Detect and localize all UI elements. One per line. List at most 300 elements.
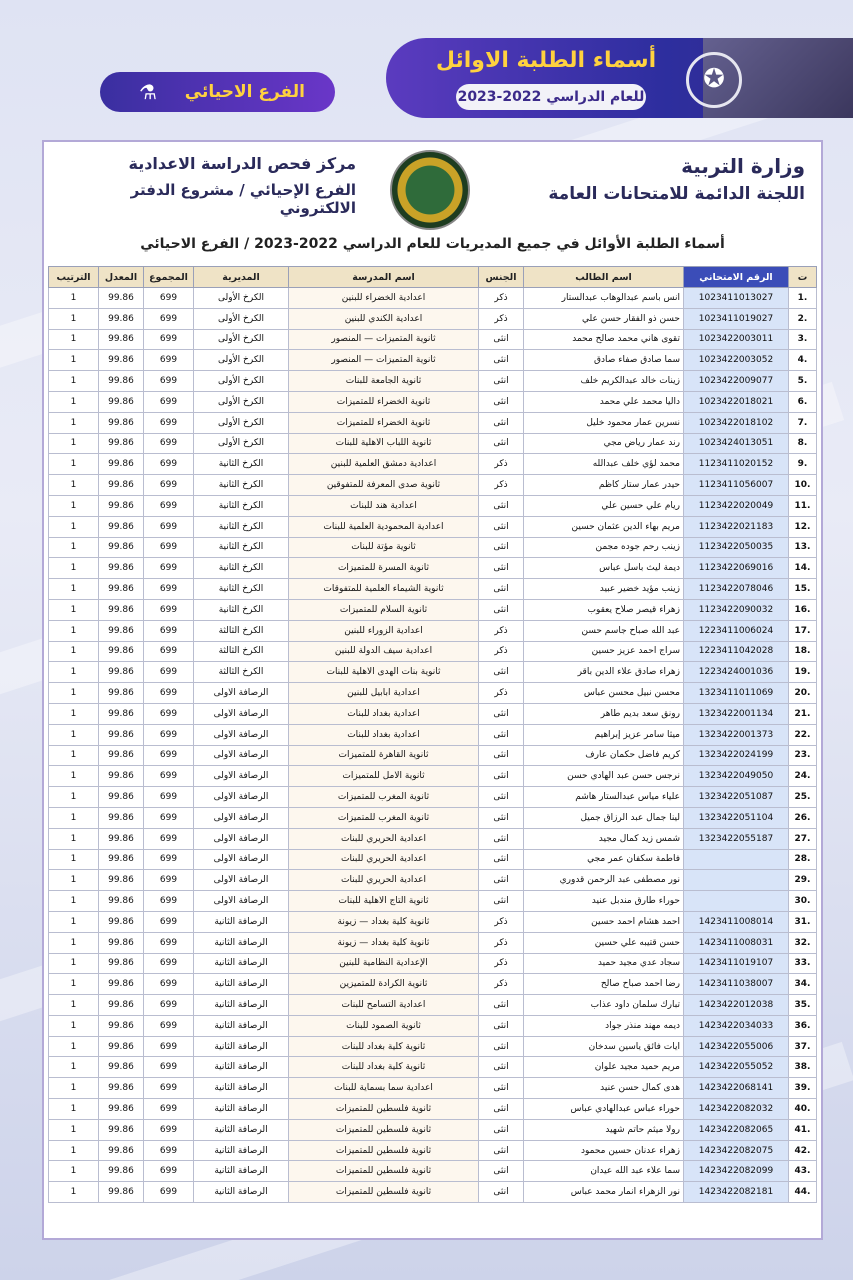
average-cell: 99.86 — [99, 703, 144, 724]
row-number-cell: .3 — [789, 329, 817, 350]
exam-number-cell: 1423422082065 — [684, 1119, 789, 1140]
table-row — [49, 371, 817, 392]
rank-cell: 1 — [49, 579, 99, 600]
gender-cell: انثى — [479, 412, 524, 433]
directorate-cell: الكرخ الثانية — [194, 454, 289, 475]
rank-cell: 1 — [49, 703, 99, 724]
directorate-cell: الرصافة الثانية — [194, 953, 289, 974]
row-number-cell: .41 — [789, 1119, 817, 1140]
school-name-cell: ثانوية مؤتة للبنات — [289, 537, 479, 558]
student-name-cell: ديمه مهند منذر جواد — [524, 1015, 684, 1036]
student-name-cell: انس باسم عبدالوهاب عبدالستار — [524, 288, 684, 309]
student-name-cell: تقوى هاني محمد صالح محمد — [524, 329, 684, 350]
row-number-cell: .23 — [789, 745, 817, 766]
rank-cell: 1 — [49, 787, 99, 808]
total-cell: 699 — [144, 1036, 194, 1057]
table-row — [49, 412, 817, 433]
rank-cell: 1 — [49, 329, 99, 350]
table-row — [49, 454, 817, 475]
rank-cell: 1 — [49, 724, 99, 745]
student-name-cell: زهراء عدنان حسين محمود — [524, 1140, 684, 1161]
school-name-cell: ثانوية الامل للمتميزات — [289, 766, 479, 787]
row-number-cell: .42 — [789, 1140, 817, 1161]
student-name-cell: نرجس حسن عبد الهادي حسن — [524, 766, 684, 787]
table-row — [49, 558, 817, 579]
directorate-cell: الكرخ الثانية — [194, 599, 289, 620]
row-number-cell: .10 — [789, 475, 817, 496]
student-name-cell: هدى كمال حسن عنيد — [524, 1078, 684, 1099]
exam-number-cell: 1123422090032 — [684, 599, 789, 620]
row-number-cell: .31 — [789, 911, 817, 932]
gender-cell: انثى — [479, 662, 524, 683]
exam-number-cell: 1123422020049 — [684, 495, 789, 516]
rank-cell: 1 — [49, 308, 99, 329]
student-name-cell: حوراء طارق مندبل عنيد — [524, 891, 684, 912]
student-name-cell: نسرين عمار محمود خليل — [524, 412, 684, 433]
average-cell: 99.86 — [99, 288, 144, 309]
rank-cell: 1 — [49, 766, 99, 787]
total-cell: 699 — [144, 599, 194, 620]
total-cell: 699 — [144, 620, 194, 641]
average-cell: 99.86 — [99, 391, 144, 412]
average-cell: 99.86 — [99, 1140, 144, 1161]
average-cell: 99.86 — [99, 807, 144, 828]
rank-cell: 1 — [49, 433, 99, 454]
rank-cell: 1 — [49, 350, 99, 371]
student-name-cell: حيدر عمار ستار كاظم — [524, 475, 684, 496]
gender-cell: انثى — [479, 350, 524, 371]
total-cell: 699 — [144, 516, 194, 537]
table-row — [49, 995, 817, 1016]
average-cell: 99.86 — [99, 953, 144, 974]
average-cell: 99.86 — [99, 891, 144, 912]
row-number-cell: .30 — [789, 891, 817, 912]
school-name-cell: ثانوية القاهرة للمتميزات — [289, 745, 479, 766]
student-name-cell: سما علاء عبد الله عيدان — [524, 1161, 684, 1182]
ministry-logo — [390, 150, 470, 230]
table-row — [49, 516, 817, 537]
school-name-cell: اعدادية الحريري للبنات — [289, 828, 479, 849]
total-cell: 699 — [144, 911, 194, 932]
table-row — [49, 329, 817, 350]
average-cell: 99.86 — [99, 849, 144, 870]
directorate-cell: الرصافة الاولى — [194, 787, 289, 808]
rank-cell: 1 — [49, 495, 99, 516]
column-header: المديرية — [194, 267, 289, 288]
school-name-cell: اعدادية بغداد للبنات — [289, 724, 479, 745]
table-row — [49, 870, 817, 891]
row-number-cell: .28 — [789, 849, 817, 870]
directorate-cell: الرصافة الاولى — [194, 849, 289, 870]
directorate-cell: الكرخ الأولى — [194, 350, 289, 371]
table-row — [49, 828, 817, 849]
row-number-cell: .32 — [789, 932, 817, 953]
row-number-cell: .12 — [789, 516, 817, 537]
row-number-cell: .34 — [789, 974, 817, 995]
total-cell: 699 — [144, 371, 194, 392]
school-name-cell: الإعدادية النظامية للبنين — [289, 953, 479, 974]
medal-icon: ✪ — [686, 52, 742, 108]
student-name-cell: سجاد عدي مجيد حميد — [524, 953, 684, 974]
row-number-cell: .40 — [789, 1099, 817, 1120]
rank-cell: 1 — [49, 995, 99, 1016]
exam-number-cell: 1023422003011 — [684, 329, 789, 350]
student-name-cell: علياء مياس عبدالستار هاشم — [524, 787, 684, 808]
average-cell: 99.86 — [99, 537, 144, 558]
student-name-cell: رضا احمد صباح صالح — [524, 974, 684, 995]
student-name-cell: شمس زيد كمال مجيد — [524, 828, 684, 849]
gender-cell: ذكر — [479, 953, 524, 974]
total-cell: 699 — [144, 724, 194, 745]
student-name-cell: مريم بهاء الدين عثمان حسين — [524, 516, 684, 537]
exam-number-cell: 1023424013051 — [684, 433, 789, 454]
school-name-cell: ثانوية المغرب للمتميزات — [289, 807, 479, 828]
exam-number-cell: 1423422055052 — [684, 1057, 789, 1078]
exam-number-cell: 1123422078046 — [684, 579, 789, 600]
center-header — [56, 154, 356, 217]
table-row — [49, 641, 817, 662]
school-name-cell: اعدادية ابابيل للبنين — [289, 683, 479, 704]
table-row — [49, 620, 817, 641]
average-cell: 99.86 — [99, 683, 144, 704]
rank-cell: 1 — [49, 932, 99, 953]
gender-cell: انثى — [479, 724, 524, 745]
row-number-cell: .18 — [789, 641, 817, 662]
directorate-cell: الكرخ الثانية — [194, 537, 289, 558]
directorate-cell: الكرخ الأولى — [194, 391, 289, 412]
rank-cell: 1 — [49, 849, 99, 870]
gender-cell: انثى — [479, 1182, 524, 1203]
row-number-cell: .43 — [789, 1161, 817, 1182]
table-row — [49, 288, 817, 309]
directorate-cell: الكرخ الأولى — [194, 329, 289, 350]
directorate-cell: الكرخ الثالثة — [194, 620, 289, 641]
directorate-cell: الرصافة الثانية — [194, 1161, 289, 1182]
average-cell: 99.86 — [99, 558, 144, 579]
average-cell: 99.86 — [99, 1182, 144, 1203]
committee-name: اللجنة الدائمة للامتحانات العامة — [548, 184, 805, 204]
row-number-cell: .38 — [789, 1057, 817, 1078]
total-cell: 699 — [144, 308, 194, 329]
directorate-cell: الرصافة الاولى — [194, 807, 289, 828]
average-cell: 99.86 — [99, 579, 144, 600]
row-number-cell: .36 — [789, 1015, 817, 1036]
school-name-cell: اعدادية دمشق العلمية للبنين — [289, 454, 479, 475]
exam-number-cell: 1123422021183 — [684, 516, 789, 537]
student-name-cell: رند عمار رياض مجي — [524, 433, 684, 454]
directorate-cell: الرصافة الاولى — [194, 870, 289, 891]
school-name-cell: ثانوية كلية بغداد للبنات — [289, 1036, 479, 1057]
student-name-cell: حسن قتيبه علي حسين — [524, 932, 684, 953]
ministry-header — [548, 154, 805, 204]
rank-cell: 1 — [49, 1078, 99, 1099]
exam-number-cell: 1423422068141 — [684, 1078, 789, 1099]
ministry-name: وزارة التربية — [681, 154, 805, 178]
school-name-cell: ثانوية فلسطين للمتميزات — [289, 1161, 479, 1182]
school-name-cell: ثانوية فلسطين للمتميزات — [289, 1182, 479, 1203]
exam-number-cell: 1123411020152 — [684, 454, 789, 475]
average-cell: 99.86 — [99, 371, 144, 392]
average-cell: 99.86 — [99, 641, 144, 662]
row-number-cell: .24 — [789, 766, 817, 787]
directorate-cell: الرصافة الثانية — [194, 932, 289, 953]
school-name-cell: اعدادية هند للبنات — [289, 495, 479, 516]
exam-number-cell: 1323422051104 — [684, 807, 789, 828]
gender-cell: انثى — [479, 329, 524, 350]
directorate-cell: الرصافة الثانية — [194, 995, 289, 1016]
directorate-cell: الرصافة الثانية — [194, 1078, 289, 1099]
column-header: الترتيب — [49, 267, 99, 288]
student-name-cell: لينا جمال عبد الرزاق جميل — [524, 807, 684, 828]
student-name-cell: زهراء قيصر صلاح يعقوب — [524, 599, 684, 620]
table-row — [49, 807, 817, 828]
exam-number-cell: 1323422055187 — [684, 828, 789, 849]
directorate-cell: الرصافة الثانية — [194, 1140, 289, 1161]
gender-cell: انثى — [479, 849, 524, 870]
student-name-cell: نور الزهراء انمار محمد عباس — [524, 1182, 684, 1203]
average-cell: 99.86 — [99, 495, 144, 516]
total-cell: 699 — [144, 350, 194, 371]
exam-number-cell: 1423411008014 — [684, 911, 789, 932]
table-row — [49, 475, 817, 496]
school-name-cell: ثانوية كلية بغداد — زيونة — [289, 911, 479, 932]
rank-cell: 1 — [49, 371, 99, 392]
row-number-cell: .44 — [789, 1182, 817, 1203]
average-cell: 99.86 — [99, 787, 144, 808]
total-cell: 699 — [144, 1182, 194, 1203]
exam-number-cell: 1423422082032 — [684, 1099, 789, 1120]
total-cell: 699 — [144, 475, 194, 496]
row-number-cell: .6 — [789, 391, 817, 412]
school-name-cell: ثانوية المسرة للمتميزات — [289, 558, 479, 579]
directorate-cell: الرصافة الثانية — [194, 1015, 289, 1036]
directorate-cell: الكرخ الثالثة — [194, 662, 289, 683]
gender-cell: ذكر — [479, 288, 524, 309]
total-cell: 699 — [144, 579, 194, 600]
table-row — [49, 849, 817, 870]
gender-cell: ذكر — [479, 974, 524, 995]
school-name-cell: ثانوية صدى المعرفة للمتفوقين — [289, 475, 479, 496]
gender-cell: انثى — [479, 1057, 524, 1078]
table-row — [49, 1099, 817, 1120]
rank-cell: 1 — [49, 974, 99, 995]
total-cell: 699 — [144, 995, 194, 1016]
directorate-cell: الكرخ الأولى — [194, 308, 289, 329]
average-cell: 99.86 — [99, 932, 144, 953]
table-row — [49, 1182, 817, 1203]
rank-cell: 1 — [49, 662, 99, 683]
row-number-cell: .35 — [789, 995, 817, 1016]
student-name-cell: زينب مؤيد خضير عبيد — [524, 579, 684, 600]
column-header: المعدل — [99, 267, 144, 288]
rank-cell: 1 — [49, 891, 99, 912]
row-number-cell: .16 — [789, 599, 817, 620]
gender-cell: ذكر — [479, 641, 524, 662]
row-number-cell: .37 — [789, 1036, 817, 1057]
rank-cell: 1 — [49, 1057, 99, 1078]
student-name-cell: ايات فائق ياسين سدخان — [524, 1036, 684, 1057]
student-name-cell: سراج احمد عزيز حسين — [524, 641, 684, 662]
student-name-cell: تبارك سلمان داود عذاب — [524, 995, 684, 1016]
gender-cell: انثى — [479, 1119, 524, 1140]
school-name-cell: ثانوية فلسطين للمتميزات — [289, 1119, 479, 1140]
average-cell: 99.86 — [99, 454, 144, 475]
exam-number-cell: 1023422018102 — [684, 412, 789, 433]
table-row — [49, 350, 817, 371]
gender-cell: انثى — [479, 807, 524, 828]
table-row — [49, 745, 817, 766]
rank-cell: 1 — [49, 537, 99, 558]
gender-cell: انثى — [479, 745, 524, 766]
gender-cell: انثى — [479, 1161, 524, 1182]
total-cell: 699 — [144, 412, 194, 433]
average-cell: 99.86 — [99, 329, 144, 350]
average-cell: 99.86 — [99, 1015, 144, 1036]
rank-cell: 1 — [49, 953, 99, 974]
table-row — [49, 391, 817, 412]
average-cell: 99.86 — [99, 475, 144, 496]
student-name-cell: رونق سعد بديم طاهر — [524, 703, 684, 724]
school-name-cell: اعدادية الزوراء للبنين — [289, 620, 479, 641]
gender-cell: انثى — [479, 870, 524, 891]
exam-number-cell: 1423422034033 — [684, 1015, 789, 1036]
student-name-cell: احمد هشام احمد حسين — [524, 911, 684, 932]
directorate-cell: الكرخ الثانية — [194, 475, 289, 496]
average-cell: 99.86 — [99, 1036, 144, 1057]
directorate-cell: الرصافة الثانية — [194, 1099, 289, 1120]
exam-number-cell: 1323422001373 — [684, 724, 789, 745]
results-sheet — [42, 140, 823, 1240]
rank-cell: 1 — [49, 516, 99, 537]
gender-cell: انثى — [479, 495, 524, 516]
rank-cell: 1 — [49, 475, 99, 496]
exam-number-cell: 1323422001134 — [684, 703, 789, 724]
gender-cell: ذكر — [479, 475, 524, 496]
total-cell: 699 — [144, 849, 194, 870]
gender-cell: انثى — [479, 1078, 524, 1099]
total-cell: 699 — [144, 1015, 194, 1036]
branch-label: الفرع الاحيائي — [184, 82, 305, 102]
average-cell: 99.86 — [99, 599, 144, 620]
gender-cell: انثى — [479, 1015, 524, 1036]
student-name-cell: زهراء صادق علاء الدين باقر — [524, 662, 684, 683]
gender-cell: انثى — [479, 828, 524, 849]
total-cell: 699 — [144, 1078, 194, 1099]
school-name-cell: ثانوية الخضراء للمتميزات — [289, 412, 479, 433]
row-number-cell: .33 — [789, 953, 817, 974]
rank-cell: 1 — [49, 288, 99, 309]
row-number-cell: .22 — [789, 724, 817, 745]
school-name-cell: ثانوية المتميزات — المنصور — [289, 329, 479, 350]
student-name-cell: زينب رحم جوده مجمن — [524, 537, 684, 558]
gender-cell: ذكر — [479, 620, 524, 641]
gender-cell: انثى — [479, 599, 524, 620]
total-cell: 699 — [144, 1099, 194, 1120]
row-number-cell: .29 — [789, 870, 817, 891]
gender-cell: انثى — [479, 766, 524, 787]
school-name-cell: اعدادية الخضراء للبنين — [289, 288, 479, 309]
directorate-cell: الكرخ الثالثة — [194, 641, 289, 662]
table-row — [49, 1161, 817, 1182]
center-name: مركز فحص الدراسة الاعدادية — [128, 154, 356, 173]
total-cell: 699 — [144, 1119, 194, 1140]
gender-cell: ذكر — [479, 911, 524, 932]
row-number-cell: .7 — [789, 412, 817, 433]
school-name-cell: ثانوية الجامعة للبنات — [289, 371, 479, 392]
rank-cell: 1 — [49, 391, 99, 412]
gender-cell: انثى — [479, 1099, 524, 1120]
exam-number-cell — [684, 891, 789, 912]
total-cell: 699 — [144, 641, 194, 662]
row-number-cell: .13 — [789, 537, 817, 558]
average-cell: 99.86 — [99, 974, 144, 995]
exam-number-cell: 1023411013027 — [684, 288, 789, 309]
row-number-cell: .1 — [789, 288, 817, 309]
row-number-cell: .27 — [789, 828, 817, 849]
table-row — [49, 1036, 817, 1057]
student-name-cell: سما صادق صفاء صادق — [524, 350, 684, 371]
directorate-cell: الرصافة الاولى — [194, 891, 289, 912]
exam-number-cell: 1023422018021 — [684, 391, 789, 412]
row-number-cell: .19 — [789, 662, 817, 683]
exam-number-cell: 1323422049050 — [684, 766, 789, 787]
directorate-cell: الكرخ الثانية — [194, 495, 289, 516]
exam-number-cell: 1323411011069 — [684, 683, 789, 704]
exam-number-cell: 1123422050035 — [684, 537, 789, 558]
gender-cell: انثى — [479, 516, 524, 537]
average-cell: 99.86 — [99, 995, 144, 1016]
student-name-cell: رولا ميثم حاتم شهيد — [524, 1119, 684, 1140]
exam-number-cell: 1223411042028 — [684, 641, 789, 662]
exam-number-cell — [684, 849, 789, 870]
total-cell: 699 — [144, 454, 194, 475]
row-number-cell: .2 — [789, 308, 817, 329]
rank-cell: 1 — [49, 454, 99, 475]
total-cell: 699 — [144, 662, 194, 683]
total-cell: 699 — [144, 558, 194, 579]
school-name-cell: اعدادية التسامح للبنات — [289, 995, 479, 1016]
science-icon: ⚗ — [139, 80, 157, 104]
school-name-cell: ثانوية فلسطين للمتميزات — [289, 1099, 479, 1120]
school-name-cell: ثانوية الشيماء العلمية للمتفوقات — [289, 579, 479, 600]
table-row — [49, 662, 817, 683]
rank-cell: 1 — [49, 1099, 99, 1120]
average-cell: 99.86 — [99, 1161, 144, 1182]
exam-number-cell: 1323422051087 — [684, 787, 789, 808]
exam-number-cell: 1223411006024 — [684, 620, 789, 641]
total-cell: 699 — [144, 537, 194, 558]
exam-number-cell: 1023422003052 — [684, 350, 789, 371]
gender-cell: ذكر — [479, 308, 524, 329]
total-cell: 699 — [144, 288, 194, 309]
total-cell: 699 — [144, 932, 194, 953]
school-name-cell: ثانوية كلية بغداد — زيونة — [289, 932, 479, 953]
average-cell: 99.86 — [99, 1099, 144, 1120]
row-number-cell: .8 — [789, 433, 817, 454]
directorate-cell: الرصافة الثانية — [194, 1036, 289, 1057]
average-cell: 99.86 — [99, 724, 144, 745]
exam-number-cell: 1423422055006 — [684, 1036, 789, 1057]
gender-cell: انثى — [479, 433, 524, 454]
table-row — [49, 1119, 817, 1140]
row-number-cell: .14 — [789, 558, 817, 579]
rank-cell: 1 — [49, 1036, 99, 1057]
average-cell: 99.86 — [99, 1057, 144, 1078]
school-name-cell: ثانوية بنات الهدى الاهلية للبنات — [289, 662, 479, 683]
average-cell: 99.86 — [99, 745, 144, 766]
rank-cell: 1 — [49, 558, 99, 579]
rank-cell: 1 — [49, 1140, 99, 1161]
